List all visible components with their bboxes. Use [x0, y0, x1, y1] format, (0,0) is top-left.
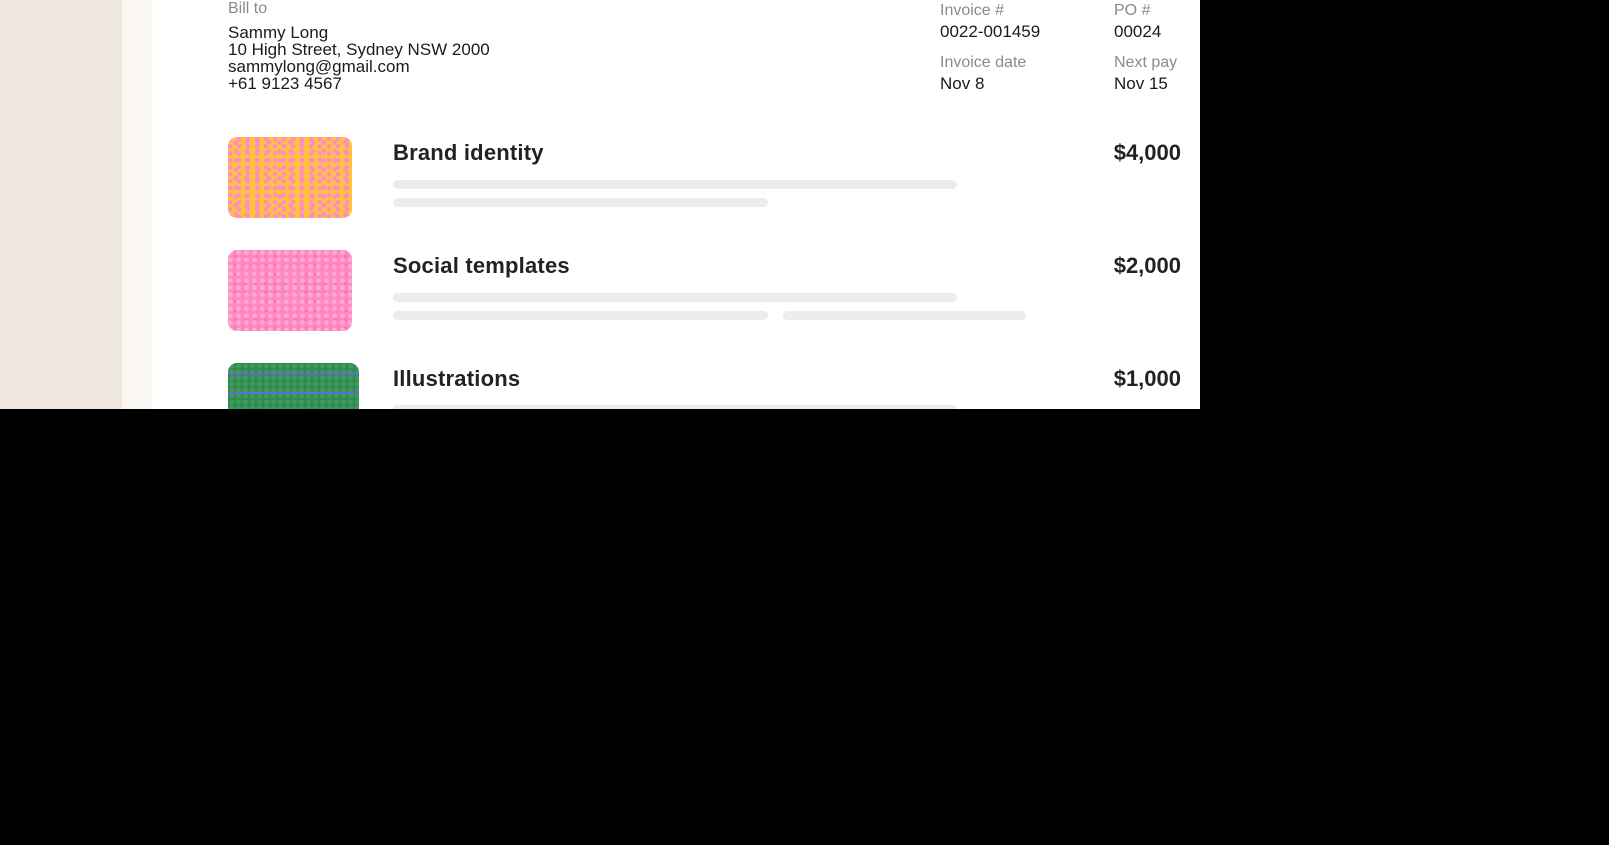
description-placeholder — [393, 311, 768, 320]
item-title: Brand identity — [393, 140, 544, 165]
bill-to-label: Bill to — [228, 0, 268, 17]
item-price: $4,000 — [1113, 140, 1181, 165]
invoice-date-label: Invoice date — [940, 54, 1027, 71]
description-placeholder — [393, 405, 957, 409]
viewport — [0, 0, 1200, 409]
invoice-sheet — [152, 0, 1200, 409]
item-thumbnail — [228, 250, 352, 331]
item-title: Social templates — [393, 253, 570, 278]
item-price: $1,000 — [1113, 366, 1181, 391]
description-placeholder — [393, 180, 957, 189]
next-pay-date: Nov 15 — [1114, 74, 1168, 93]
customer-phone[interactable]: +61 9123 4567 — [228, 74, 342, 93]
customer-name: Sammy Long — [228, 23, 329, 42]
description-placeholder — [393, 293, 957, 302]
customer-address: 10 High Street, Sydney NSW 2000 — [228, 40, 490, 59]
next-pay-label: Next pay — [1114, 54, 1178, 71]
invoice-date: Nov 8 — [940, 74, 985, 93]
invoice-number: 0022-001459 — [940, 22, 1041, 41]
description-placeholder — [393, 198, 768, 207]
item-price: $2,000 — [1113, 253, 1181, 278]
invoice-frame — [122, 0, 1200, 409]
customer-email[interactable]: sammylong@gmail.com — [228, 57, 410, 76]
item-title: Illustrations — [393, 366, 521, 391]
description-placeholder — [783, 311, 1026, 320]
po-number: 00024 — [1114, 22, 1162, 41]
item-thumbnail — [228, 363, 359, 409]
item-thumbnail — [228, 137, 352, 218]
po-number-label: PO # — [1114, 2, 1151, 19]
invoice-number-label: Invoice # — [940, 2, 1005, 19]
